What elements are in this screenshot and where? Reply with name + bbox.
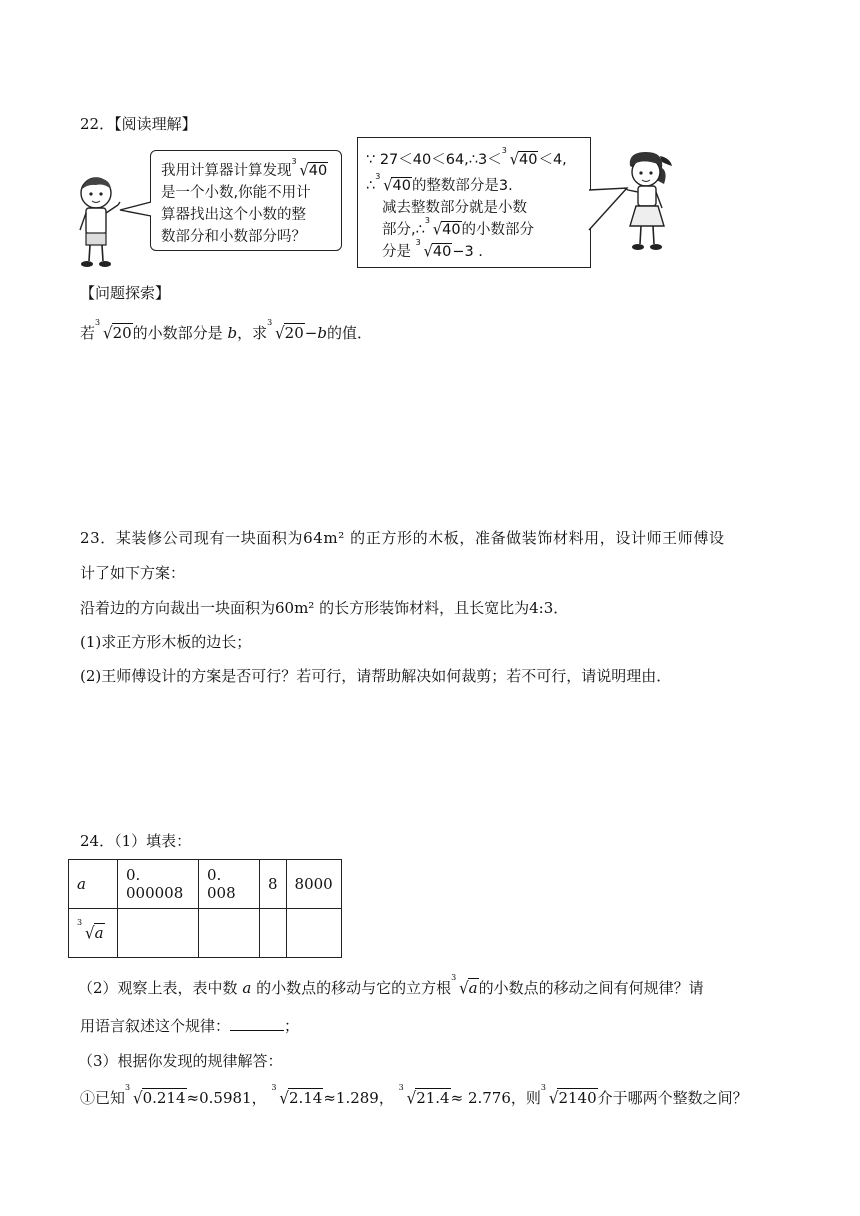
q23-part1: (1)求正方形木板的边长； — [80, 633, 252, 651]
boy-bubble-pointer — [118, 200, 154, 220]
q22-number: 22．【阅读理解】 — [80, 115, 197, 133]
table-row — [69, 909, 342, 958]
table-cell: 0. 000008 — [118, 860, 199, 909]
table-cell: 0. 008 — [199, 860, 260, 909]
q24-part2-line2: 用语言叙述这个规律： ； — [80, 1017, 300, 1035]
table-cell: 8000 — [286, 860, 341, 909]
q23-line1: 23．某装修公司现有一块面积为64m² 的正方形的木板，准备做装饰材料用，设计师王师傅设 — [80, 529, 725, 547]
table-cell: 3 √a — [69, 909, 118, 958]
cbrt-40: 3 √40 — [291, 157, 328, 180]
q24-heading: 24．（1）填表： — [80, 832, 192, 850]
table-row — [69, 860, 342, 909]
table-cell: 8 — [260, 860, 287, 909]
q23-line3: 沿着边的方向裁出一块面积为60m² 的长方形装饰材料，且长宽比为4:3． — [80, 599, 569, 617]
table-cell — [199, 909, 260, 958]
q22-question: 若 3 √20的小数部分是 b，求 3 √20−b的值． — [80, 318, 372, 343]
girl-speech-bubble: ∵ 27＜40＜64,∴3＜ 3 √40＜4, ∴ 3 √40的整数部分是3. 减去整数部分就是小数 部分,∴ 3 √40的小数部分 分是 3 √40−3 . — [357, 137, 591, 268]
q23-line2: 计了如下方案： — [80, 564, 186, 582]
table-cell — [286, 909, 341, 958]
q24-part3: （3）根据你发现的规律解答： — [78, 1052, 283, 1070]
girl-illustration — [620, 150, 682, 255]
q24-part3-item1: ①已知 3 √0.214≈0.5981， 3 √2.14≈1.289， 3 √21.4≈ 2.776，则 3 √2140介于哪两个整数之间？ — [80, 1083, 748, 1108]
q24-part2-line1: （2）观察上表，表中数 a 的小数点的移动与它的立方根 3 √a的小数点的移动之间有何规律？请 — [78, 973, 704, 998]
q22-explore-heading: 【问题探索】 — [80, 284, 171, 302]
table-cell: a — [69, 860, 118, 909]
q24-table — [68, 859, 342, 958]
boy-speech-bubble: 我用计算器计算发现 3 √40 是一个小数,你能不用计 算器找出这个小数的整 数部分和小数部分吗？ — [150, 150, 342, 251]
q23-part2: (2)王师傅设计的方案是否可行？若可行，请帮助解决如何裁剪；若不可行，请说明理由． — [80, 667, 672, 685]
boy-illustration — [74, 175, 126, 270]
answer-blank[interactable] — [230, 1016, 284, 1031]
table-cell — [260, 909, 287, 958]
table-cell — [118, 909, 199, 958]
